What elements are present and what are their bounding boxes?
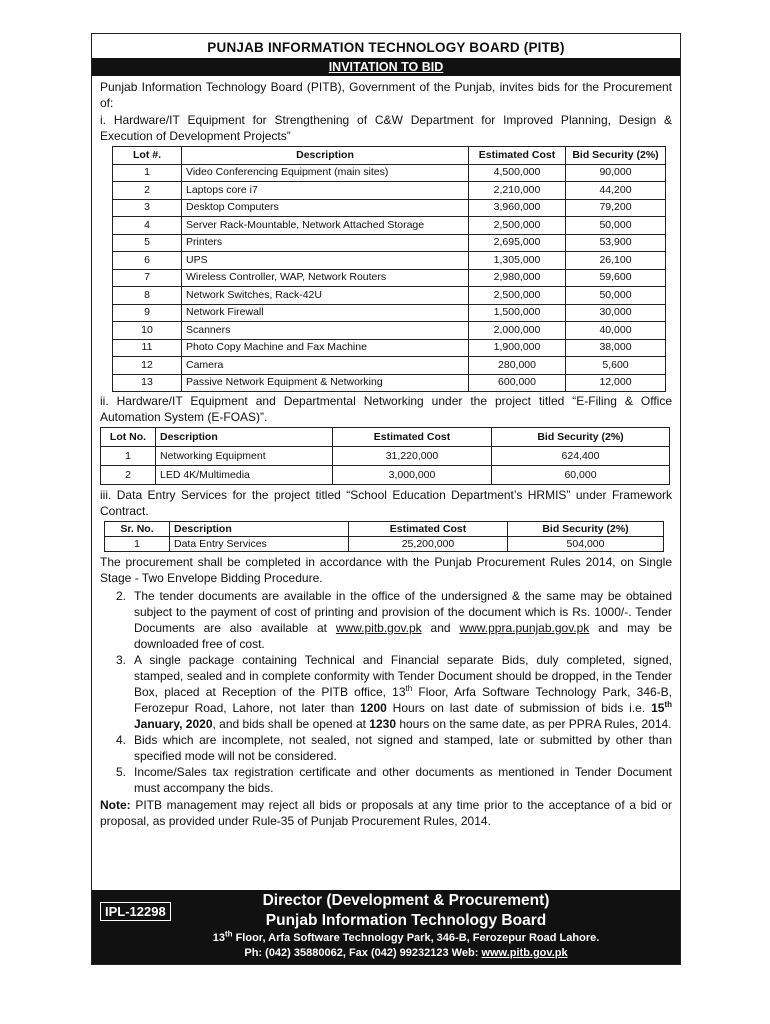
description-cell: Camera: [182, 357, 469, 375]
table-row: [105, 537, 664, 552]
term-text-part: Hours on last date of submission of bids i.e.: [386, 701, 652, 715]
table-header-row: [105, 522, 664, 537]
contact-phone: Ph: (042) 35880062, Fax (042) 99232123 Web:: [244, 947, 482, 959]
description-cell: UPS: [182, 252, 469, 270]
terms-list: [100, 588, 672, 796]
table-row: [101, 466, 670, 485]
lot-table-3-body: [105, 537, 664, 552]
lot-number-cell: 2: [113, 182, 182, 200]
term-text-part: and: [421, 621, 460, 635]
col-serial: Sr. No.: [105, 522, 170, 537]
estimated-cost-cell: 1,500,000: [469, 304, 566, 322]
term-text-part: The tender documents are available in the office of the undersigned & the same may be obtained subject to the payment of cost of printing and provision of the document which is Rs. 1000/-. Tender Documents are also available at: [134, 589, 672, 635]
lot-number-cell: 13: [113, 374, 182, 392]
footer-address: [92, 929, 680, 944]
term-number: 5.: [115, 765, 126, 779]
bid-security-cell: 50,000: [566, 287, 666, 305]
col-description: Description: [156, 428, 333, 447]
col-bid-security: Bid Security (2%): [566, 147, 666, 165]
bid-security-cell: 50,000: [566, 217, 666, 235]
lot-number-cell: 9: [113, 304, 182, 322]
term-number: 4.: [115, 733, 126, 747]
address-part: Floor, Arfa Software Technology Park, 346-B, Ferozepur Road Lahore.: [232, 932, 600, 944]
estimated-cost-cell: 280,000: [469, 357, 566, 375]
term-number: 2.: [115, 589, 126, 603]
estimated-cost-cell: 2,500,000: [469, 217, 566, 235]
col-estimated-cost: Estimated Cost: [469, 147, 566, 165]
table-row: [113, 182, 666, 200]
lot-number-cell: 8: [113, 287, 182, 305]
term-text-part: , and bids shall be opened at: [212, 717, 370, 731]
estimated-cost-cell: 2,980,000: [469, 269, 566, 287]
bid-security-cell: 624,400: [492, 447, 670, 466]
term-item: [100, 764, 672, 796]
table-row: [101, 447, 670, 466]
estimated-cost-cell: 600,000: [469, 374, 566, 392]
col-bid-security: Bid Security (2%): [508, 522, 664, 537]
table-header-row: [101, 428, 670, 447]
table-row: [113, 322, 666, 340]
col-bid-security: Bid Security (2%): [492, 428, 670, 447]
lot-number-cell: 1: [105, 537, 170, 552]
bid-security-cell: 5,600: [566, 357, 666, 375]
table-row: [113, 234, 666, 252]
org-title: PUNJAB INFORMATION TECHNOLOGY BOARD (PITB): [207, 40, 565, 55]
note: [100, 797, 672, 829]
col-estimated-cost: Estimated Cost: [333, 428, 492, 447]
table-header-row: [113, 147, 666, 165]
estimated-cost-cell: 3,960,000: [469, 199, 566, 217]
description-cell: Network Switches, Rack-42U: [182, 287, 469, 305]
term-text-part: and may be downloaded free of cost.: [134, 621, 672, 651]
table-row: [113, 339, 666, 357]
bid-security-cell: 53,900: [566, 234, 666, 252]
bid-security-cell: 504,000: [508, 537, 664, 552]
lot-number-cell: 5: [113, 234, 182, 252]
pitb-website-link[interactable]: www.pitb.gov.pk: [335, 621, 422, 635]
description-cell: Passive Network Equipment & Networking: [182, 374, 469, 392]
table-row: [113, 199, 666, 217]
col-lot: Lot #.: [113, 147, 182, 165]
estimated-cost-cell: 4,500,000: [469, 164, 566, 182]
term-text-part: A single package containing Technical and Financial separate Bids, duly completed, signed, stamped, sealed and in complete conformity with Tender Document should be dropped, in the Tender Box, placed at Reception of the PITB office, 13: [134, 653, 672, 699]
estimated-cost-cell: 1,305,000: [469, 252, 566, 270]
footer-organization: Punjab Information Technology Board: [265, 912, 547, 929]
bid-security-cell: 12,000: [566, 374, 666, 392]
ipl-number: IPL-12298: [100, 902, 171, 921]
lot-table-3: [104, 521, 664, 552]
bid-security-cell: 38,000: [566, 339, 666, 357]
description-cell: Printers: [182, 234, 469, 252]
lot-number-cell: 10: [113, 322, 182, 340]
footer-designation: Director (Development & Procurement): [262, 892, 550, 909]
intro-text: Punjab Information Technology Board (PITB), Government of the Punjab, invites bids for the Procurement of:: [100, 80, 672, 110]
description-cell: LED 4K/Multimedia: [156, 466, 333, 485]
term-item: [100, 588, 672, 652]
footer-contact: [92, 947, 680, 959]
estimated-cost-cell: 2,210,000: [469, 182, 566, 200]
procurement-text: The procurement shall be completed in accordance with the Punjab Procurement Rules 2014, on Single Stage - Two Envelope Bidding Procedure.: [100, 555, 672, 585]
term-text: Income/Sales tax registration certificate and other documents as mentioned in Tender Document must accompany the bids.: [134, 765, 672, 795]
ppra-website-link[interactable]: www.ppra.punjab.gov.pk: [459, 621, 590, 635]
term-text: [134, 588, 672, 652]
bid-security-cell: 40,000: [566, 322, 666, 340]
lot-number-cell: 12: [113, 357, 182, 375]
invitation-banner: INVITATION TO BID: [92, 58, 680, 76]
term-text-part: hours on the same date, as per PPRA Rules, 2014.: [396, 717, 672, 731]
col-estimated-cost: Estimated Cost: [349, 522, 508, 537]
col-lot: Lot No.: [101, 428, 156, 447]
description-cell: Network Firewall: [182, 304, 469, 322]
term-number: 3.: [115, 653, 126, 667]
estimated-cost-cell: 2,695,000: [469, 234, 566, 252]
note-label: Note:: [100, 798, 131, 812]
term-item: [100, 652, 672, 732]
lot-number-cell: 6: [113, 252, 182, 270]
description-cell: Server Rack-Mountable, Network Attached Storage: [182, 217, 469, 235]
lot-number-cell: 4: [113, 217, 182, 235]
table-row: [113, 252, 666, 270]
term-text: Bids which are incomplete, not sealed, not signed and stamped, late or submitted by other than specified mode will not be considered.: [134, 733, 672, 763]
ordinal-suffix: th: [405, 684, 413, 693]
deadline-day: 15: [651, 701, 665, 715]
section3-heading: iii. Data Entry Services for the project titled “School Education Department’s HRMIS” under Framework Contract.: [100, 488, 672, 518]
description-cell: Wireless Controller, WAP, Network Routers: [182, 269, 469, 287]
term-item: [100, 732, 672, 764]
bid-security-cell: 26,100: [566, 252, 666, 270]
estimated-cost-cell: 2,500,000: [469, 287, 566, 305]
bid-security-cell: 59,600: [566, 269, 666, 287]
lot-number-cell: 11: [113, 339, 182, 357]
term-text: [134, 652, 672, 732]
table-row: [113, 217, 666, 235]
table-row: [113, 304, 666, 322]
description-cell: Laptops core i7: [182, 182, 469, 200]
lot-number-cell: 7: [113, 269, 182, 287]
footer: [92, 890, 680, 964]
bid-security-cell: 90,000: [566, 164, 666, 182]
lot-number-cell: 3: [113, 199, 182, 217]
table-row: [113, 287, 666, 305]
note-text: PITB management may reject all bids or proposals at any time prior to the acceptance of a bid or proposal, as provided under Rule-35 of Punjab Procurement Rules, 2014.: [100, 798, 672, 828]
deadline-time: 1200: [360, 701, 387, 715]
lot-number-cell: 1: [113, 164, 182, 182]
lot-table-2: [100, 427, 670, 485]
estimated-cost-cell: 25,200,000: [349, 537, 508, 552]
lot-number-cell: 2: [101, 466, 156, 485]
description-cell: Scanners: [182, 322, 469, 340]
deadline-date: January, 2020: [134, 717, 213, 731]
section1-heading: i. Hardware/IT Equipment for Strengthening of C&W Department for Improved Planning, Design & Execution of Development Projects”: [100, 113, 672, 143]
opening-time: 1230: [369, 717, 396, 731]
estimated-cost-cell: 1,900,000: [469, 339, 566, 357]
bid-security-cell: 44,200: [566, 182, 666, 200]
ordinal-suffix: th: [664, 700, 672, 709]
address-part: 13: [212, 932, 225, 944]
section2-heading: ii. Hardware/IT Equipment and Departmental Networking under the project titled “E-Filing & Office Automation System (E-FOAS)”.: [100, 394, 672, 424]
ordinal-suffix: th: [224, 929, 233, 939]
estimated-cost-cell: 2,000,000: [469, 322, 566, 340]
col-description: Description: [170, 522, 349, 537]
bid-security-cell: 79,200: [566, 199, 666, 217]
description-cell: Desktop Computers: [182, 199, 469, 217]
table-row: [113, 374, 666, 392]
lot-table-2-body: [101, 447, 670, 485]
lot-number-cell: 1: [101, 447, 156, 466]
description-cell: Video Conferencing Equipment (main sites): [182, 164, 469, 182]
estimated-cost-cell: 3,000,000: [333, 466, 492, 485]
description-cell: Photo Copy Machine and Fax Machine: [182, 339, 469, 357]
col-description: Description: [182, 147, 469, 165]
table-row: [113, 357, 666, 375]
bid-security-cell: 60,000: [492, 466, 670, 485]
description-cell: Data Entry Services: [170, 537, 349, 552]
term-text-part: Floor, Arfa Software Technology Park, 346-B, Ferozepur Road, Lahore, not later than: [134, 685, 672, 715]
description-cell: Networking Equipment: [156, 447, 333, 466]
table-row: [113, 269, 666, 287]
lot-table-1-body: [113, 164, 666, 392]
estimated-cost-cell: 31,220,000: [333, 447, 492, 466]
bid-security-cell: 30,000: [566, 304, 666, 322]
advertisement: [91, 33, 681, 965]
footer-website-link[interactable]: www.pitb.gov.pk: [481, 947, 568, 959]
table-row: [113, 164, 666, 182]
lot-table-1: [112, 146, 666, 392]
